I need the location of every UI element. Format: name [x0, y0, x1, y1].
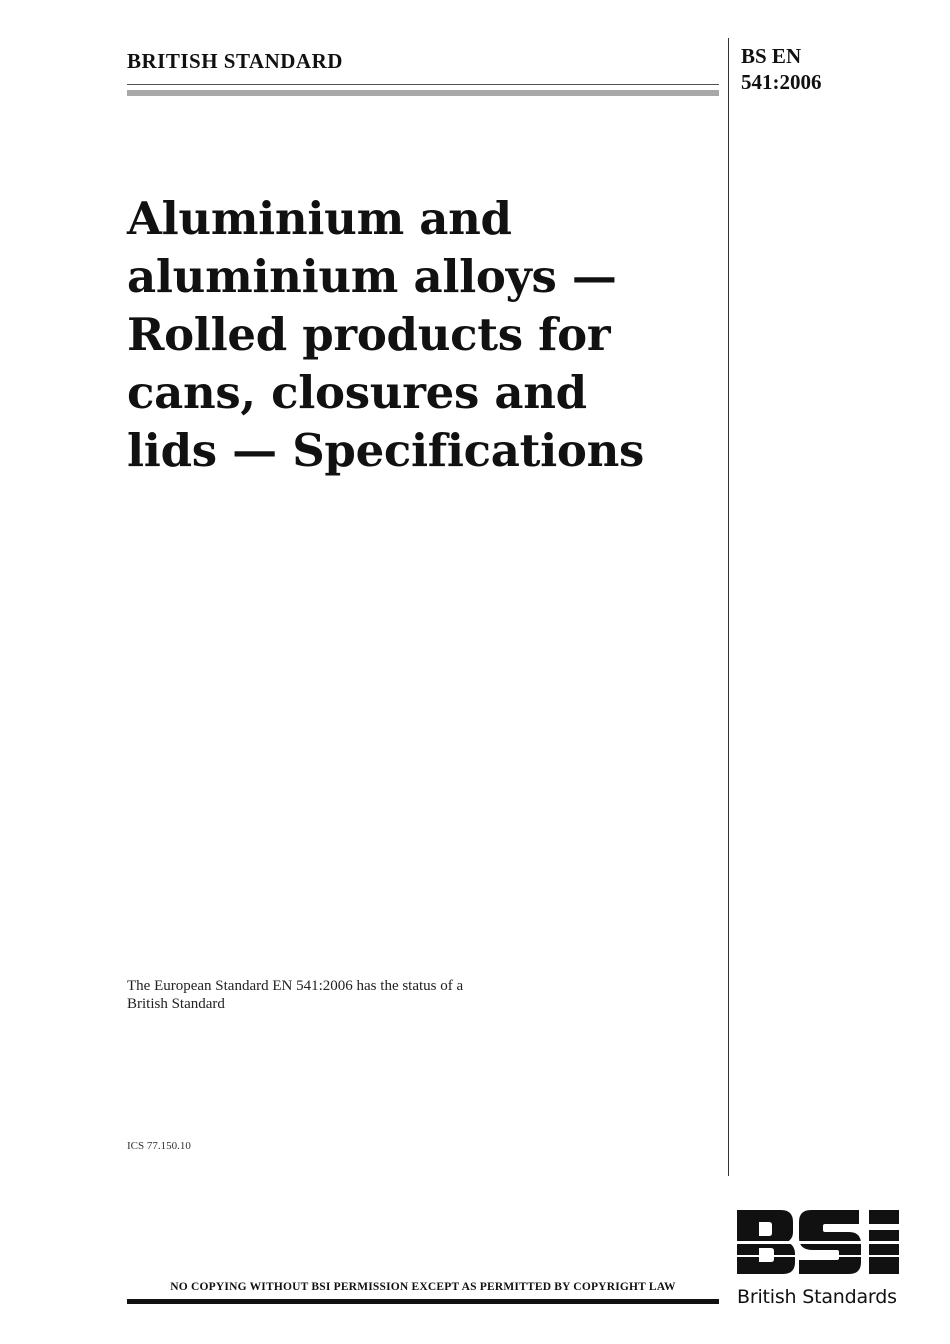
title-line: cans, closures and [127, 366, 587, 419]
copyright-notice: NO COPYING WITHOUT BSI PERMISSION EXCEPT AS PERMITTED BY COPYRIGHT LAW [170, 1281, 676, 1293]
bsi-logo-icon [737, 1208, 905, 1276]
column-divider [728, 38, 729, 1176]
document-number-line-1: BS EN [741, 44, 802, 68]
footer-rule [127, 1299, 719, 1304]
logo-subtitle: British Standards [737, 1286, 897, 1308]
status-line-1: The European Standard EN 541:2006 has the status of a [127, 978, 464, 994]
title-line: Rolled products for [127, 308, 611, 361]
header-rule-thin [127, 84, 719, 85]
title-line: Aluminium and [127, 192, 512, 245]
standard-type-label: BRITISH STANDARD [127, 49, 343, 73]
document-number-line-2: 541:2006 [741, 70, 822, 94]
title-line: aluminium alloys — [127, 250, 617, 303]
title-line: lids — Specifications [127, 424, 645, 477]
ics-code: ICS 77.150.10 [127, 1140, 191, 1152]
status-statement [127, 977, 567, 1013]
document-number [741, 43, 822, 95]
header-rule-thick [127, 90, 719, 96]
status-line-2: British Standard [127, 996, 225, 1012]
document-title [127, 190, 717, 480]
